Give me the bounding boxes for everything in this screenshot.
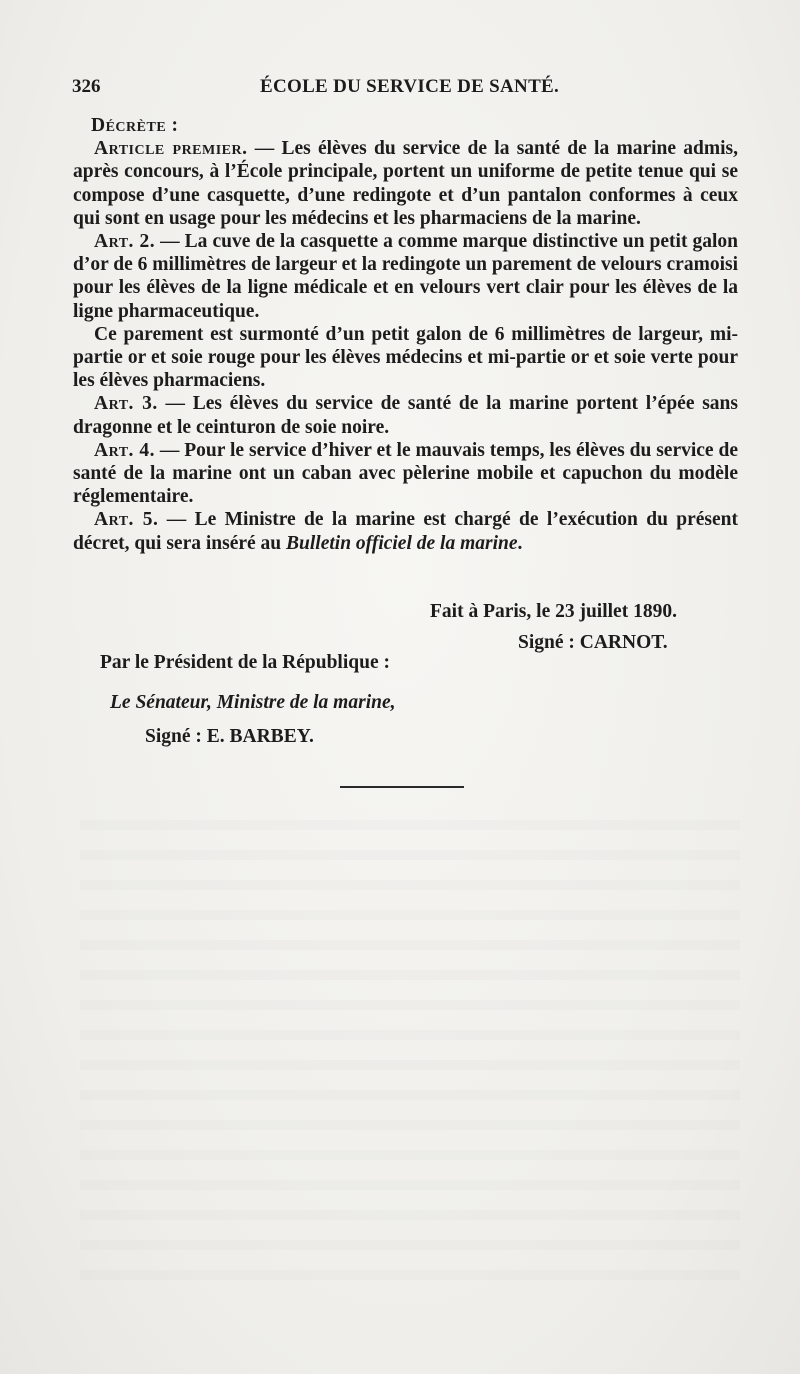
decree-heading: Décrète :: [91, 115, 179, 136]
article-1: [73, 137, 738, 230]
article-5-label: Art. 5.: [94, 509, 159, 531]
article-5: Art. 5. — Le Ministre de la marine est chargé de l’exécution du présent décret, qui sera inséré au Bulletin officiel de la marine.: [73, 509, 738, 554]
article-4: [73, 439, 738, 509]
article-2: [73, 230, 738, 323]
article-2-text: — La cuve de la casquette a comme marque distinctive un petit galon d’or de 6 millimètres de largeur et la redingote un parement de velours cramoisi pour les élèves de la ligne médicale et en velours vert clair pour les élèves de la ligne pharmaceutique.: [73, 231, 738, 322]
president-line: Par le Président de la République :: [100, 652, 390, 673]
article-1-label: Article premier.: [94, 138, 248, 160]
article-5-text: — Le Ministre de la marine est chargé de l’exécution du présent décret, qui sera inséré au: [73, 509, 738, 554]
article-3-label: Art. 3.: [94, 393, 158, 415]
article-2-continued: Ce parement est surmonté d’un petit galon de 6 millimètres de largeur, mi-partie or et soie rouge pour les élèves médecins et mi-partie or et soie verte pour les élèves pharmaciens.: [73, 323, 738, 392]
president-signature: Signé : CARNOT.: [518, 632, 668, 653]
bulletin-title: Bulletin officiel de la marine: [286, 532, 518, 554]
article-4-label: Art. 4.: [94, 439, 155, 461]
running-title: ÉCOLE DU SERVICE DE SANTÉ.: [260, 76, 560, 97]
signature-block: [430, 596, 730, 658]
minister-signature: Signé : E. BARBEY.: [145, 726, 314, 747]
minister-line: Le Sénateur, Ministre de la marine,: [110, 692, 396, 713]
article-2-label: Art. 2.: [94, 231, 156, 253]
page-number: 326: [72, 76, 101, 97]
section-divider: [340, 786, 464, 788]
article-3: [73, 392, 738, 438]
bleed-through-texture: [80, 800, 740, 1300]
article-3-text: — Les élèves du service de santé de la marine portent l’épée sans dragonne et le ceinturon de soie noire.: [73, 393, 738, 438]
place-date: Fait à Paris, le 23 juillet 1890.: [430, 601, 677, 622]
article-1-text: — Les élèves du service de la santé de la marine admis, après concours, à l’École principale, portent un uniforme de petite tenue qui se compose d’une casquette, d’une redingote et d’un pantalon conformes à ceux qui sont en usage pour les médecins et les pharmaciens de la marine.: [73, 138, 738, 229]
page-header: [72, 76, 736, 102]
decree-body: [73, 114, 738, 555]
article-4-text: — Pour le service d’hiver et le mauvais temps, les élèves du service de santé de la marine ont un caban avec pèlerine mobile et capuchon du modèle réglementaire.: [73, 439, 738, 508]
